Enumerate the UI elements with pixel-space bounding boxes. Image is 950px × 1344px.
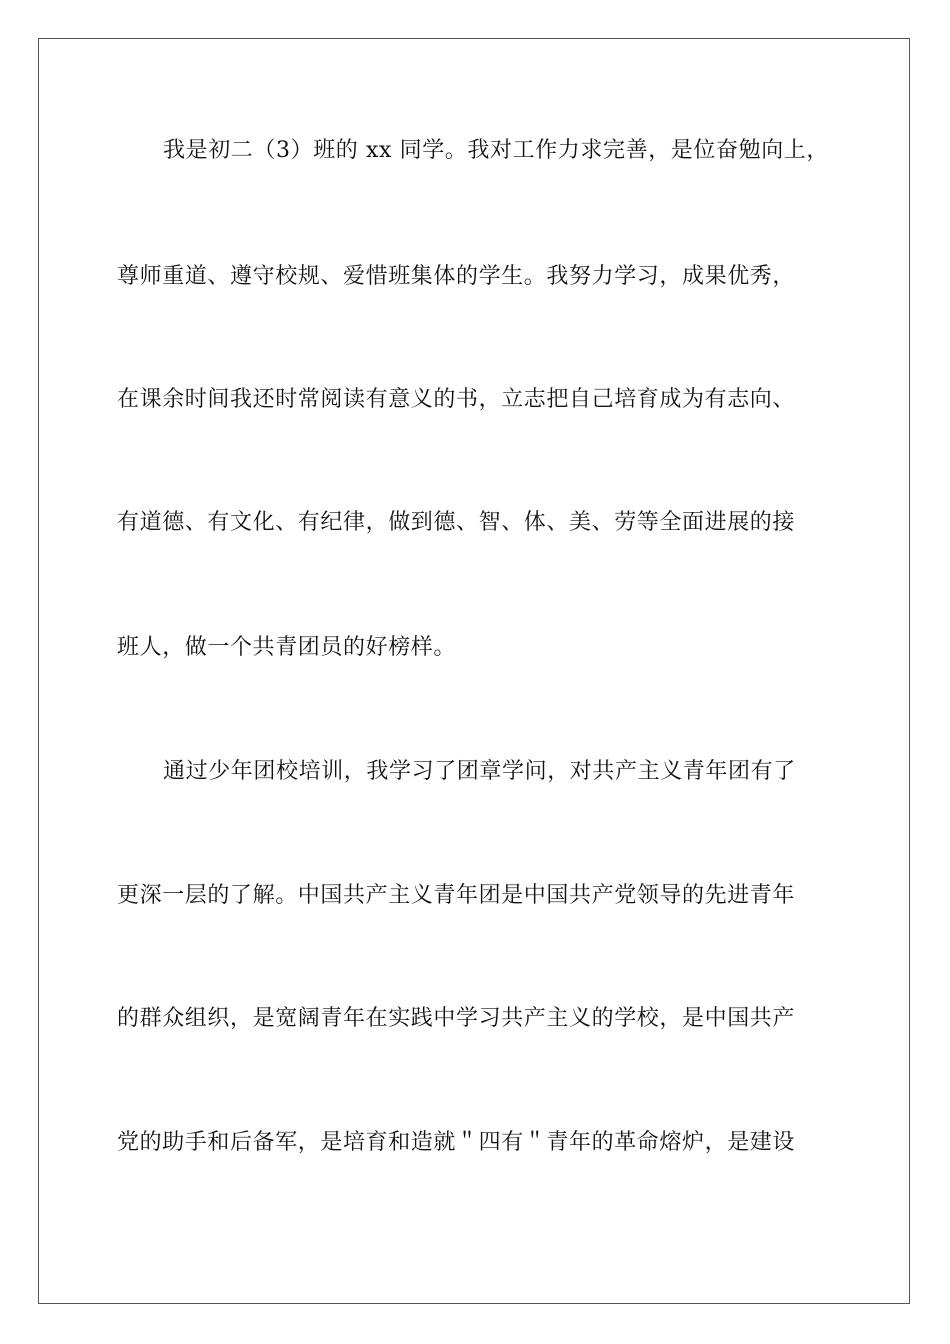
paragraph-2-line-3: 的群众组织，是宽阔青年在实践中学习共产主义的学校，是中国共产 [117, 1006, 796, 1031]
paragraph-2-line-4: 党的助手和后备军，是培育和造就＂四有＂青年的革命熔炉，是建设 [117, 1130, 796, 1155]
paragraph-1-line-4: 有道德、有文化、有纪律，做到德、智、体、美、劳等全面进展的接 [117, 510, 796, 535]
paragraph-2-line-2: 更深一层的了解。中国共产主义青年团是中国共产党领导的先进青年 [117, 883, 796, 908]
paragraph-1-line-1: 我是初二（3）班的 xx 同学。我对工作力求完善，是位奋勉向上， [163, 138, 829, 163]
paragraph-1-line-5: 班人，做一个共青团员的好榜样。 [117, 635, 457, 660]
paragraph-2-line-1: 通过少年团校培训，我学习了团章学问，对共产主义青年团有了 [163, 759, 796, 784]
paragraph-1-line-3: 在课余时间我还时常阅读有意义的书，立志把自己培育成为有志向、 [117, 387, 796, 412]
page-border [38, 38, 910, 1304]
paragraph-1-line-2: 尊师重道、遵守校规、爱惜班集体的学生。我努力学习，成果优秀， [117, 264, 796, 289]
